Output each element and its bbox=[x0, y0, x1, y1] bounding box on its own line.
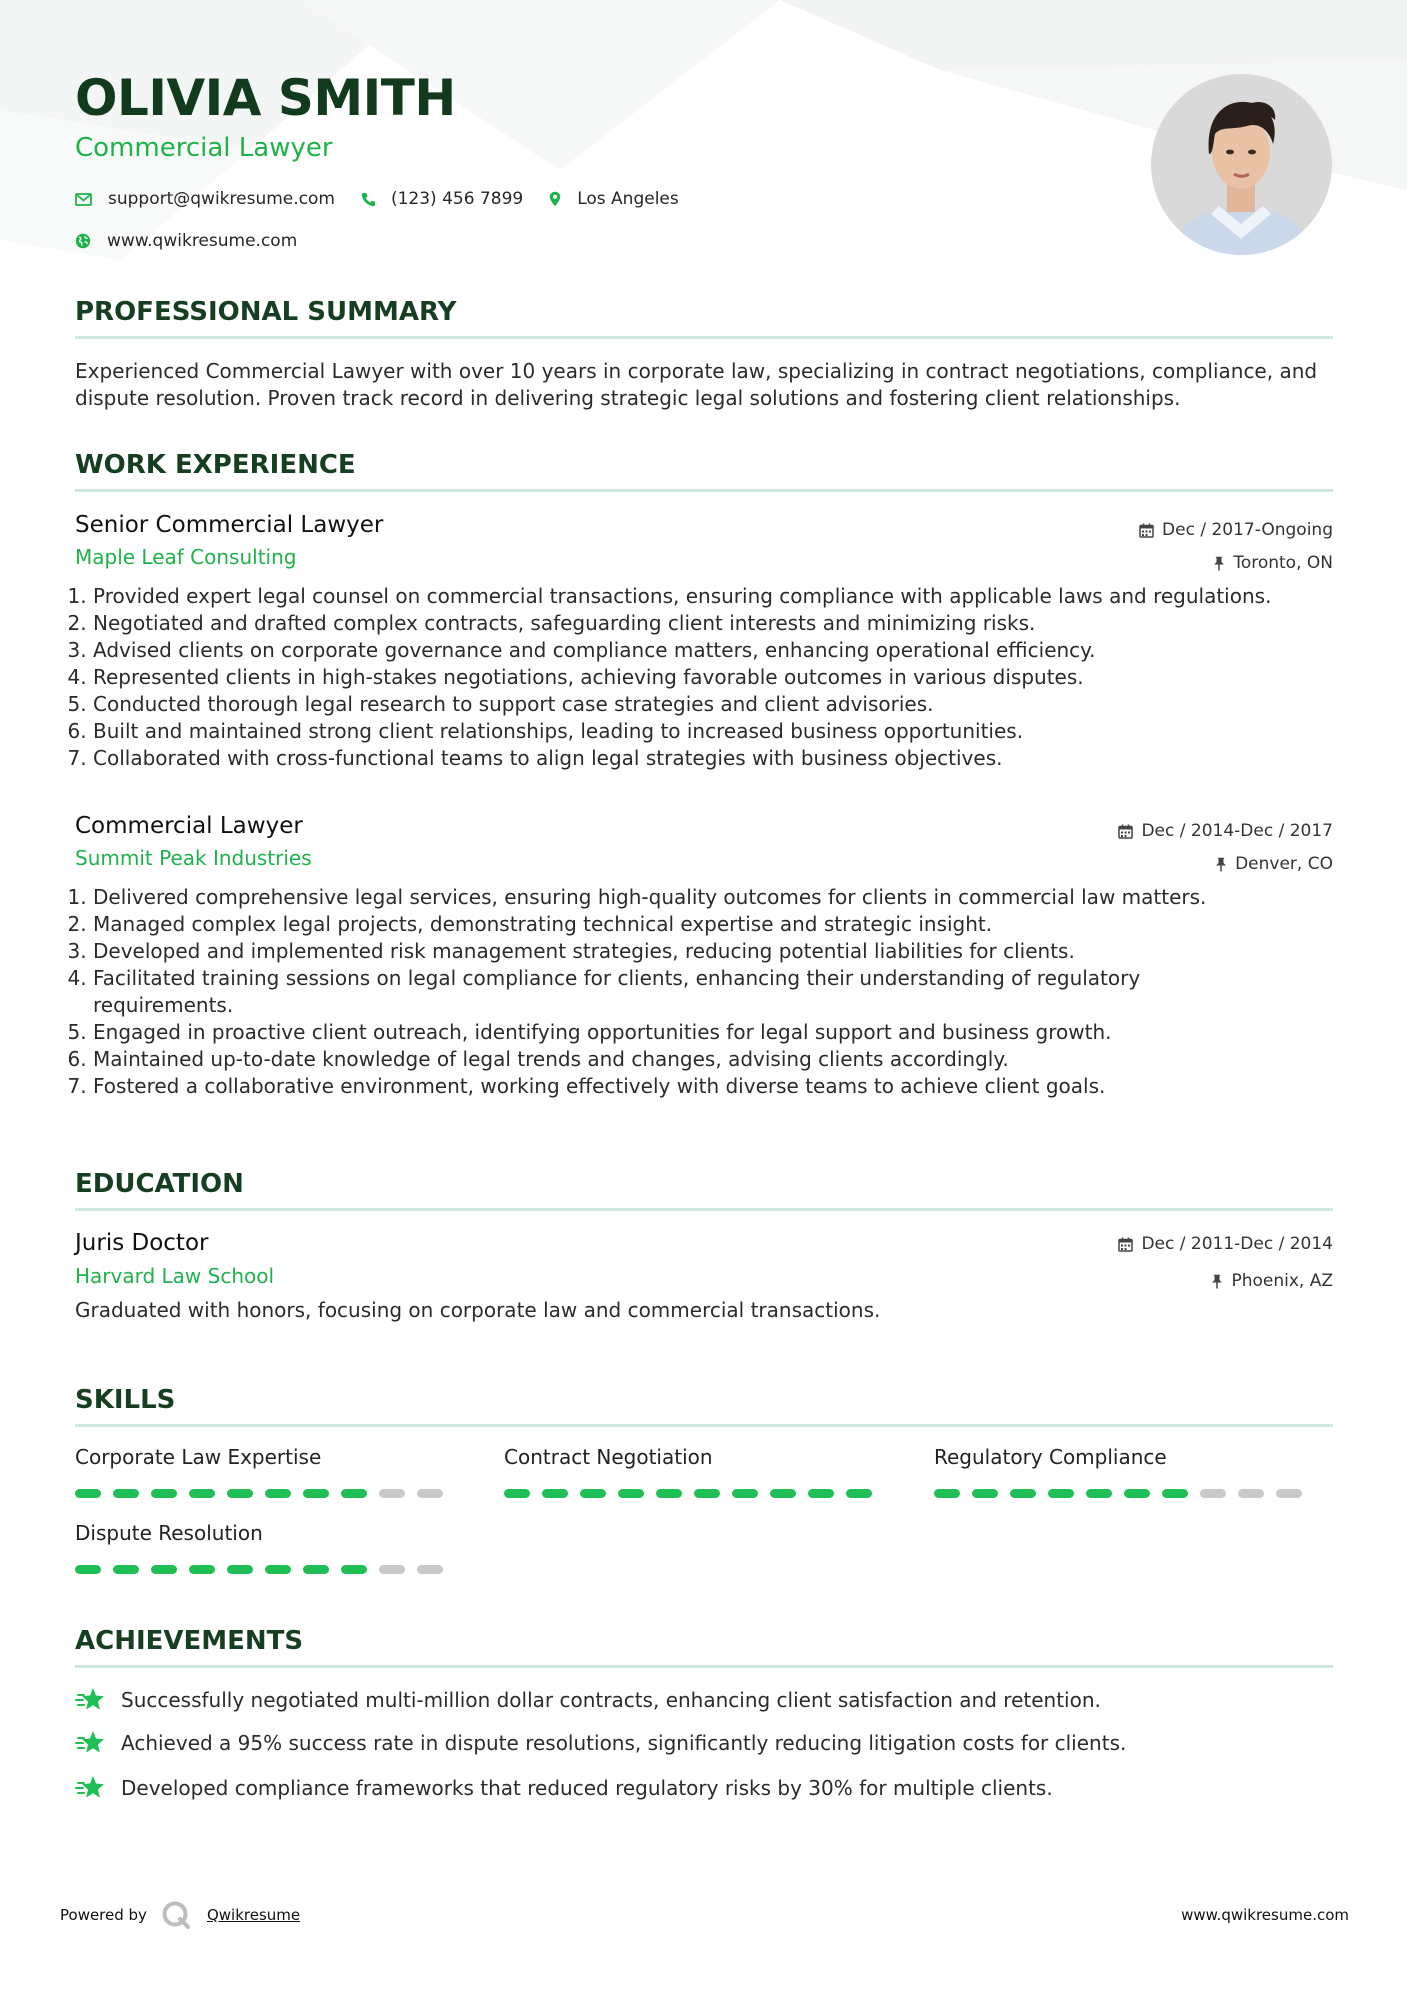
skills-section bbox=[75, 1387, 1333, 1427]
list-item: 5. Engaged in proactive client outreach, identifying opportunities for legal support and business growth. bbox=[93, 1019, 1263, 1046]
job-bullets bbox=[75, 583, 1333, 772]
job-company: Summit Peak Industries bbox=[75, 846, 312, 870]
achievement-item bbox=[75, 1774, 1053, 1802]
skill-dot-filled bbox=[504, 1489, 530, 1498]
skill-dot-filled bbox=[1086, 1489, 1112, 1498]
skill-name: Corporate Law Expertise bbox=[75, 1445, 322, 1469]
skill-dot-filled bbox=[1124, 1489, 1150, 1498]
job-title: Senior Commercial Lawyer bbox=[75, 512, 384, 538]
skill-dot-filled bbox=[1162, 1489, 1188, 1498]
envelope-icon bbox=[75, 193, 92, 206]
brand-link[interactable]: Qwikresume bbox=[206, 1906, 301, 1924]
skill-dot-filled bbox=[732, 1489, 758, 1498]
contact-phone[interactable] bbox=[361, 189, 523, 209]
section-divider bbox=[75, 1424, 1333, 1427]
skill-name: Dispute Resolution bbox=[75, 1521, 263, 1545]
summary-section bbox=[75, 299, 1333, 412]
skill-dot-empty bbox=[1200, 1489, 1226, 1498]
summary-text: Experienced Commercial Lawyer with over 10 years in corporate law, specializing in contract negotiations, compliance, and dispute resolution. Proven track record in delivering strategic legal solutions and fostering client relationships. bbox=[75, 359, 1318, 410]
list-item: 6. Built and maintained strong client relationships, leading to increased business opportunities. bbox=[93, 718, 1333, 745]
list-item: 7. Fostered a collaborative environment, working effectively with diverse teams to achieve client goals. bbox=[93, 1073, 1263, 1100]
degree-title: Juris Doctor bbox=[75, 1230, 209, 1256]
section-divider bbox=[75, 336, 1333, 339]
contact-website[interactable] bbox=[75, 231, 297, 251]
list-item: 3. Developed and implemented risk management strategies, reducing potential liabilities for clients. bbox=[93, 938, 1263, 965]
education-dates-text: Dec / 2011-Dec / 2014 bbox=[1141, 1234, 1333, 1254]
skill-dot-empty bbox=[379, 1565, 405, 1574]
phone-icon bbox=[361, 192, 375, 207]
job-bullets bbox=[75, 884, 1263, 1100]
globe-icon bbox=[75, 233, 91, 249]
education-location bbox=[1211, 1271, 1333, 1291]
skill-dot-filled bbox=[341, 1565, 367, 1574]
calendar-icon bbox=[1118, 824, 1133, 839]
candidate-name: OLIVIA SMITH bbox=[75, 69, 456, 127]
job-entry bbox=[75, 512, 1333, 772]
job-location-text: Toronto, ON bbox=[1233, 553, 1333, 573]
skill-dot-filled bbox=[972, 1489, 998, 1498]
section-divider bbox=[75, 1665, 1333, 1668]
calendar-icon bbox=[1118, 1237, 1133, 1252]
achievement-text: Achieved a 95% success rate in dispute resolutions, significantly reducing litigation costs for clients. bbox=[121, 1731, 1127, 1755]
skill-dot-empty bbox=[417, 1565, 443, 1574]
contact-row bbox=[75, 186, 705, 212]
footer-powered-by bbox=[60, 1900, 300, 1930]
skill-dot-filled bbox=[151, 1489, 177, 1498]
achievement-text: Successfully negotiated multi-million dollar contracts, enhancing client satisfaction and retention. bbox=[121, 1688, 1101, 1712]
job-company: Maple Leaf Consulting bbox=[75, 545, 297, 569]
school-name: Harvard Law School bbox=[75, 1264, 275, 1288]
job-entry bbox=[75, 813, 1333, 1100]
pushpin-icon bbox=[1215, 857, 1227, 872]
skill-dot-filled bbox=[75, 1489, 101, 1498]
skill-dot-filled bbox=[770, 1489, 796, 1498]
skill-dot-filled bbox=[1048, 1489, 1074, 1498]
skill-dot-filled bbox=[189, 1489, 215, 1498]
skill-dot-filled bbox=[618, 1489, 644, 1498]
skill-dot-filled bbox=[1010, 1489, 1036, 1498]
job-title: Commercial Lawyer bbox=[75, 813, 303, 839]
education-heading: EDUCATION bbox=[75, 1169, 244, 1199]
skill-dot-filled bbox=[227, 1489, 253, 1498]
job-dates bbox=[1118, 821, 1333, 841]
skill-item bbox=[75, 1521, 455, 1574]
job-dates-text: Dec / 2017-Ongoing bbox=[1162, 520, 1333, 540]
skill-dot-filled bbox=[934, 1489, 960, 1498]
job-dates-text: Dec / 2014-Dec / 2017 bbox=[1141, 821, 1333, 841]
job-dates bbox=[1139, 520, 1333, 540]
skill-dot-empty bbox=[1276, 1489, 1302, 1498]
pushpin-icon bbox=[1211, 1274, 1223, 1289]
website-text: www.qwikresume.com bbox=[107, 231, 298, 251]
list-item: 3. Advised clients on corporate governance and compliance matters, enhancing operational efficiency. bbox=[93, 637, 1333, 664]
job-location-text: Denver, CO bbox=[1235, 854, 1333, 874]
skill-name: Contract Negotiation bbox=[504, 1445, 713, 1469]
section-divider bbox=[75, 489, 1333, 492]
powered-by-label: Powered by bbox=[60, 1906, 147, 1924]
job-location bbox=[1215, 854, 1333, 874]
list-item: 7. Collaborated with cross-functional teams to align legal strategies with business objectives. bbox=[93, 745, 1333, 772]
skill-dot-filled bbox=[303, 1489, 329, 1498]
achievement-item bbox=[75, 1686, 1101, 1714]
skill-dot-filled bbox=[227, 1565, 253, 1574]
skill-dot-filled bbox=[189, 1565, 215, 1574]
contact-row-website bbox=[75, 228, 323, 254]
qwikresume-logo-icon bbox=[161, 1900, 191, 1930]
skill-dot-filled bbox=[694, 1489, 720, 1498]
profile-photo bbox=[1151, 74, 1332, 255]
skills-heading: SKILLS bbox=[75, 1385, 176, 1415]
summary-heading: PROFESSIONAL SUMMARY bbox=[75, 297, 457, 327]
list-item: 4. Represented clients in high-stakes negotiations, achieving favorable outcomes in various disputes. bbox=[93, 664, 1333, 691]
skill-dot-empty bbox=[417, 1489, 443, 1498]
section-divider bbox=[75, 1208, 1333, 1211]
education-dates bbox=[1118, 1234, 1333, 1254]
skill-dot-empty bbox=[1238, 1489, 1264, 1498]
map-pin-icon bbox=[549, 191, 561, 207]
list-item: 6. Maintained up-to-date knowledge of legal trends and changes, advising clients accordingly. bbox=[93, 1046, 1263, 1073]
candidate-title: Commercial Lawyer bbox=[75, 133, 333, 163]
skill-level-bar bbox=[934, 1489, 1314, 1498]
achievement-text: Developed compliance frameworks that reduced regulatory risks by 30% for multiple clients. bbox=[121, 1776, 1053, 1800]
skill-level-bar bbox=[75, 1565, 455, 1574]
job-location bbox=[1213, 553, 1333, 573]
skill-item bbox=[75, 1445, 455, 1498]
skill-dot-empty bbox=[379, 1489, 405, 1498]
education-entry bbox=[75, 1230, 1333, 1324]
list-item: 1. Provided expert legal counsel on commercial transactions, ensuring compliance with applicable laws and regulations. bbox=[93, 583, 1333, 610]
list-item: 2. Negotiated and drafted complex contracts, safeguarding client interests and minimizing risks. bbox=[93, 610, 1333, 637]
skill-dot-filled bbox=[303, 1565, 329, 1574]
list-item: 2. Managed complex legal projects, demonstrating technical expertise and strategic insight. bbox=[93, 911, 1263, 938]
education-section bbox=[75, 1171, 1333, 1211]
education-description: Graduated with honors, focusing on corporate law and commercial transactions. bbox=[75, 1298, 881, 1322]
email-text: support@qwikresume.com bbox=[108, 189, 335, 209]
pushpin-icon bbox=[1213, 556, 1225, 571]
list-item: 5. Conducted thorough legal research to support case strategies and client advisories. bbox=[93, 691, 1333, 718]
skill-item bbox=[504, 1445, 884, 1498]
calendar-icon bbox=[1139, 523, 1154, 538]
award-star-icon bbox=[75, 1729, 107, 1757]
skill-dot-filled bbox=[75, 1565, 101, 1574]
location-text: Los Angeles bbox=[577, 189, 679, 209]
achievements-list bbox=[75, 1686, 1333, 1816]
contact-email[interactable] bbox=[75, 189, 335, 209]
phone-text: (123) 456 7899 bbox=[390, 189, 524, 209]
experience-section bbox=[75, 452, 1333, 492]
skill-dot-filled bbox=[151, 1565, 177, 1574]
footer-url[interactable]: www.qwikresume.com bbox=[1181, 1906, 1349, 1924]
achievements-heading: ACHIEVEMENTS bbox=[75, 1626, 304, 1656]
skill-dot-filled bbox=[113, 1489, 139, 1498]
skill-level-bar bbox=[504, 1489, 884, 1498]
list-item: 4. Facilitated training sessions on legal compliance for clients, enhancing their understanding of regulatory requirements. bbox=[93, 965, 1263, 1019]
skill-dot-filled bbox=[265, 1565, 291, 1574]
skill-dot-filled bbox=[113, 1565, 139, 1574]
award-star-icon bbox=[75, 1774, 107, 1802]
skill-dot-filled bbox=[265, 1489, 291, 1498]
contact-location bbox=[549, 189, 679, 209]
achievement-item bbox=[75, 1729, 1126, 1757]
skill-dot-filled bbox=[846, 1489, 872, 1498]
skill-dot-filled bbox=[808, 1489, 834, 1498]
skill-dot-filled bbox=[542, 1489, 568, 1498]
achievements-section bbox=[75, 1628, 1333, 1668]
experience-heading: WORK EXPERIENCE bbox=[75, 450, 356, 480]
skill-dot-filled bbox=[580, 1489, 606, 1498]
award-star-icon bbox=[75, 1686, 107, 1714]
skills-grid bbox=[75, 1445, 1333, 1595]
skill-item bbox=[934, 1445, 1314, 1498]
skill-dot-filled bbox=[656, 1489, 682, 1498]
skill-dot-filled bbox=[341, 1489, 367, 1498]
skill-name: Regulatory Compliance bbox=[934, 1445, 1167, 1469]
list-item: 1. Delivered comprehensive legal services, ensuring high-quality outcomes for clients in commercial law matters. bbox=[93, 884, 1263, 911]
education-location-text: Phoenix, AZ bbox=[1231, 1271, 1333, 1291]
skill-level-bar bbox=[75, 1489, 455, 1498]
